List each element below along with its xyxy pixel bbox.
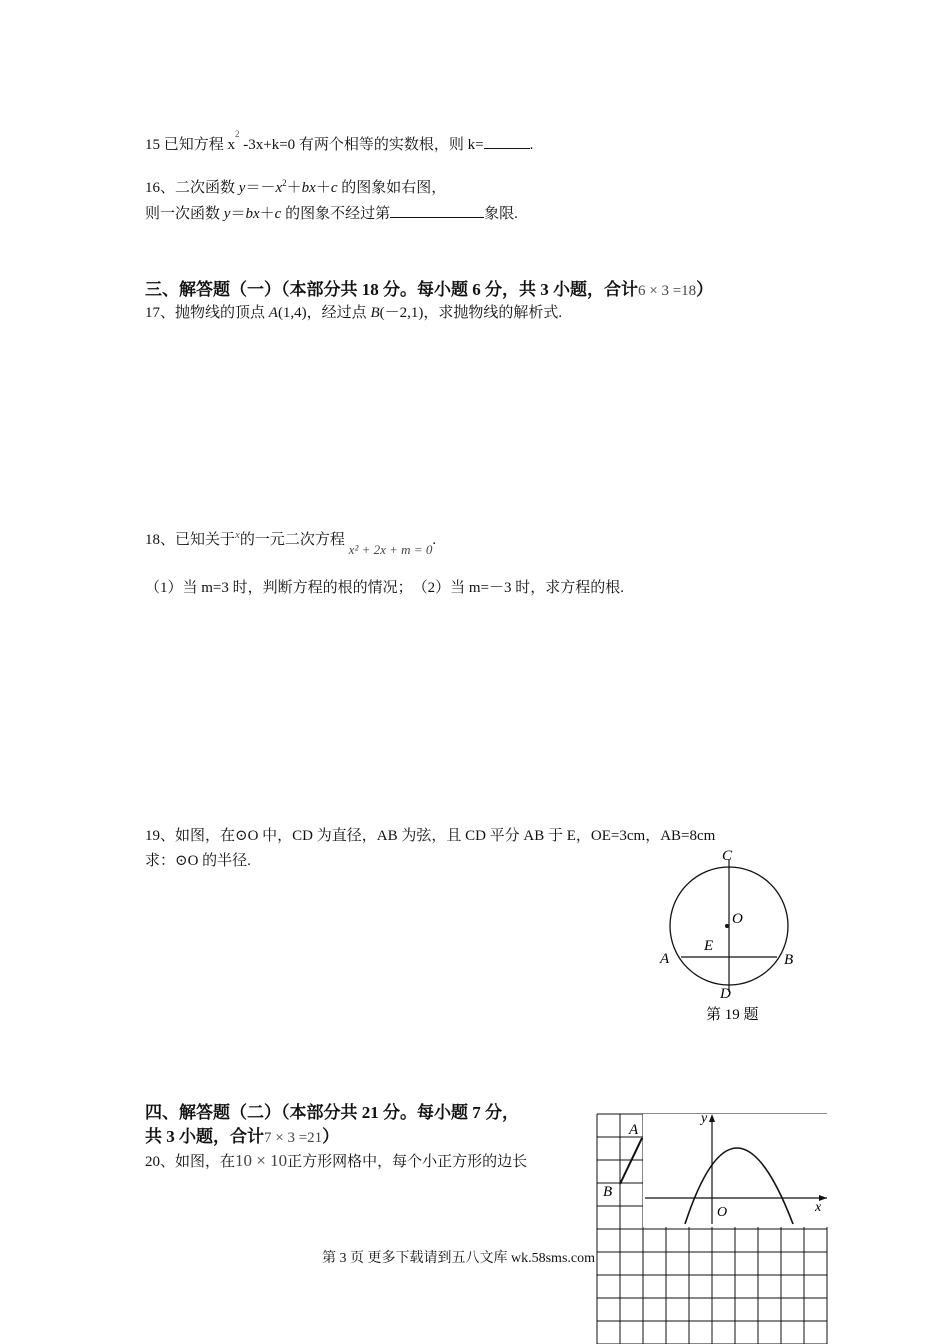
q16-line2: 则一次函数 y＝bx＋c 的图象不经过第 象限. (145, 202, 518, 223)
label-y: y (701, 1112, 708, 1126)
segment-ab (620, 1138, 642, 1184)
q17-text: 17、抛物线的顶点 A(1,4)，经过点 B(－2,1)，求抛物线的解析式. (145, 305, 563, 321)
q19-line2: 求：⊙O 的半径. (145, 853, 251, 869)
q15-text: 15 已知方程 $x^2$ -3x+k=0 有两个相等的实数根，则 k= . (145, 129, 534, 153)
q18-equation: x² + 2x + m = 0 (348, 542, 433, 557)
label-a: A (660, 951, 670, 967)
section4-heading-line2: 共 3 小题，合计7 × 3 =21） (145, 1127, 340, 1146)
label-c: C (722, 848, 733, 864)
q18-subquestions: （1）当 m=3 时，判断方程的根的情况； （2）当 m=－3 时，求方程的根. (145, 580, 625, 596)
q15-blank (484, 134, 530, 149)
section4-heading-line1: 四、解答题（二）（本部分共 21 分。每小题 7 分， (145, 1103, 519, 1122)
label-e: E (704, 938, 714, 954)
page-footer: 第 3 页 更多下载请到五八文库 wk.58sms.com (322, 1251, 595, 1266)
center-point (725, 924, 729, 928)
circle-figure (650, 840, 810, 1030)
figure-caption: 第 19 题 (706, 1007, 759, 1023)
q20-text: 20、如图，在10 × 10正方形网格中，每个小正方形的边长 (145, 1151, 528, 1170)
label-origin: O (717, 1205, 728, 1220)
label-grid-a: A (629, 1122, 639, 1138)
q16-blank (390, 203, 484, 218)
q19-line1: 19、如图，在⊙O 中，CD 为直径，AB 为弦，且 CD 平分 AB 于 E，OE=3cm，AB=8cm (145, 828, 716, 844)
label-d: D (720, 986, 731, 1002)
label-x: x (815, 1200, 822, 1215)
grid-figure (595, 1112, 830, 1344)
label-o: O (732, 911, 743, 927)
q18-text: 18、已知关于$^x$的一元二次方程 x² + 2x + m = 0. (145, 529, 437, 557)
parabola-panel (643, 1114, 828, 1227)
section3-heading: 三、解答题（一）（本部分共 18 分。每小题 6 分，共 3 小题，合计6 × 3 =18） (145, 280, 714, 299)
label-b: B (784, 952, 794, 968)
label-grid-b: B (603, 1184, 613, 1200)
q16-line1: 16、二次函数 $y=-x^2+bx+c$ 的图象如右图， (145, 178, 447, 196)
